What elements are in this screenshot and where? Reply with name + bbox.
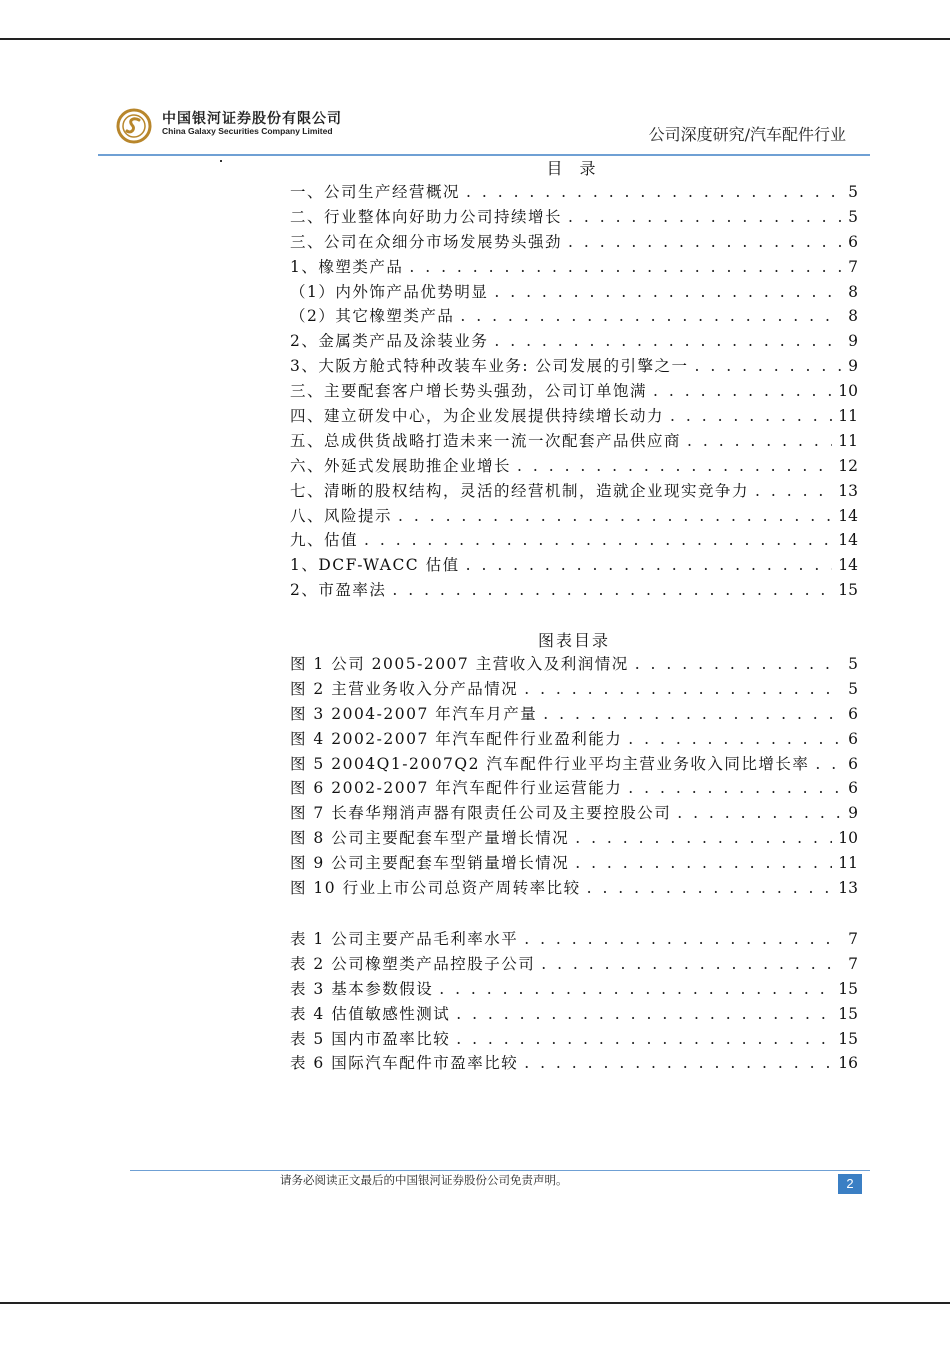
toc-item-page: 6 bbox=[848, 232, 858, 251]
header-dot bbox=[220, 160, 222, 162]
figure-item-text: 图 4 2002-2007 年汽车配件行业盈利能力 bbox=[290, 729, 623, 748]
table-item[interactable] bbox=[290, 952, 858, 977]
toc-item-page: 11 bbox=[838, 407, 858, 426]
page-number-badge: 2 bbox=[838, 1174, 862, 1194]
table-item-text: 表 5 国内市盈率比较 bbox=[290, 1029, 451, 1048]
figure-item[interactable] bbox=[290, 801, 858, 826]
figure-item-page: 5 bbox=[848, 679, 858, 698]
figure-item-text: 图 1 公司 2005-2007 主营收入及利润情况 bbox=[290, 655, 629, 673]
toc-item-text: （2）其它橡塑类产品 bbox=[290, 307, 455, 326]
footer-disclaimer: 请务必阅读正文最后的中国银河证券股份公司免责声明。 bbox=[280, 1173, 568, 1187]
report-type: 公司深度研究/汽车配件行业 bbox=[648, 125, 846, 144]
figure-item[interactable] bbox=[290, 876, 858, 901]
table-item-page: 16 bbox=[838, 1054, 858, 1073]
toc-item-page: 12 bbox=[838, 456, 858, 475]
figure-item[interactable] bbox=[290, 727, 858, 752]
table-item-page: 15 bbox=[838, 979, 858, 998]
toc-item-page: 5 bbox=[848, 183, 858, 201]
leader-dots bbox=[687, 429, 832, 454]
leader-dots bbox=[695, 354, 843, 379]
figure-item-page: 5 bbox=[848, 655, 858, 673]
tables-list bbox=[290, 927, 858, 1076]
table-item-page: 15 bbox=[838, 1029, 858, 1048]
leader-dots bbox=[392, 578, 832, 603]
toc-item[interactable] bbox=[290, 180, 858, 205]
figure-item-text: 图 8 公司主要配套车型产量增长情况 bbox=[290, 829, 570, 848]
toc-item-text: 三、公司在众细分市场发展势头强劲 bbox=[290, 232, 563, 251]
figure-item-text: 图 3 2004-2007 年汽车月产量 bbox=[290, 704, 538, 723]
figure-item-page: 9 bbox=[848, 804, 858, 823]
toc-list bbox=[290, 180, 858, 603]
toc-item[interactable] bbox=[290, 304, 858, 329]
toc-item[interactable] bbox=[290, 255, 858, 280]
leader-dots bbox=[815, 752, 842, 777]
toc-item[interactable] bbox=[290, 280, 858, 305]
leader-dots bbox=[677, 801, 842, 826]
bottom-border-rule bbox=[0, 1302, 950, 1304]
toc-item[interactable] bbox=[290, 578, 858, 603]
leader-dots bbox=[460, 304, 842, 329]
toc-item[interactable] bbox=[290, 205, 858, 230]
toc-item-text: 五、总成供货战略打造未来一流一次配套产品供应商 bbox=[290, 431, 682, 450]
leader-dots bbox=[575, 826, 832, 851]
table-item[interactable] bbox=[290, 1051, 858, 1076]
figure-item[interactable] bbox=[290, 776, 858, 801]
toc-item-text: 七、清晰的股权结构，灵活的经营机制，造就企业现实竞争力 bbox=[290, 481, 750, 500]
toc-item-text: （1）内外饰产品优势明显 bbox=[290, 282, 489, 301]
table-item-text: 表 2 公司橡塑类产品控股子公司 bbox=[290, 954, 536, 973]
toc-item[interactable] bbox=[290, 354, 858, 379]
table-item[interactable] bbox=[290, 1002, 858, 1027]
figures-list bbox=[290, 652, 858, 901]
toc-item-text: 一、公司生产经营概况 bbox=[290, 183, 461, 201]
toc-item-page: 9 bbox=[848, 332, 858, 351]
leader-dots bbox=[628, 776, 842, 801]
leader-dots bbox=[466, 553, 833, 578]
figure-item[interactable] bbox=[290, 752, 858, 777]
leader-dots bbox=[628, 727, 842, 752]
leader-dots bbox=[543, 702, 842, 727]
leader-dots bbox=[439, 977, 832, 1002]
figure-item-text: 图 2 主营业务收入分产品情况 bbox=[290, 679, 519, 698]
figure-item-page: 6 bbox=[848, 704, 858, 723]
leader-dots bbox=[494, 280, 842, 305]
toc-item-text: 六、外延式发展助推企业增长 bbox=[290, 456, 512, 475]
table-item-page: 7 bbox=[848, 954, 858, 973]
figure-item-page: 6 bbox=[848, 779, 858, 798]
leader-dots bbox=[568, 205, 842, 230]
company-name-cn: 中国银河证券股份有限公司 bbox=[162, 110, 342, 126]
leader-dots bbox=[517, 454, 832, 479]
toc-item[interactable] bbox=[290, 230, 858, 255]
figure-item[interactable] bbox=[290, 826, 858, 851]
toc-item-page: 9 bbox=[848, 357, 858, 376]
toc-item-page: 5 bbox=[848, 207, 858, 226]
toc-item-page: 14 bbox=[838, 531, 858, 550]
figure-item-text: 图 5 2004Q1-2007Q2 汽车配件行业平均主营业务收入同比增长率 bbox=[290, 754, 810, 773]
toc-item-page: 13 bbox=[838, 481, 858, 500]
footer-rule bbox=[130, 1170, 870, 1171]
leader-dots bbox=[755, 479, 832, 504]
figure-item[interactable] bbox=[290, 851, 858, 876]
figure-item-page: 6 bbox=[848, 754, 858, 773]
leader-dots bbox=[456, 1027, 832, 1052]
leader-dots bbox=[524, 927, 842, 952]
toc-item-page: 10 bbox=[838, 382, 858, 401]
table-item-text: 表 4 估值敏感性测试 bbox=[290, 1004, 451, 1023]
toc-item-text: 二、行业整体向好助力公司持续增长 bbox=[290, 207, 563, 226]
toc-item[interactable] bbox=[290, 454, 858, 479]
leader-dots bbox=[568, 230, 842, 255]
toc-item[interactable] bbox=[290, 404, 858, 429]
toc-item[interactable] bbox=[290, 528, 858, 553]
toc-item[interactable] bbox=[290, 504, 858, 529]
toc-item-page: 7 bbox=[848, 257, 858, 276]
leader-dots bbox=[587, 876, 833, 901]
leader-dots bbox=[494, 329, 842, 354]
top-border-rule bbox=[0, 38, 950, 40]
leader-dots bbox=[653, 379, 832, 404]
leader-dots bbox=[670, 404, 832, 429]
toc-item-page: 8 bbox=[848, 282, 858, 301]
figure-item-page: 10 bbox=[838, 829, 858, 848]
leader-dots bbox=[466, 180, 842, 205]
figure-item-text: 图 7 长春华翔消声器有限责任公司及主要控股公司 bbox=[290, 804, 672, 823]
table-item[interactable] bbox=[290, 977, 858, 1002]
toc-item[interactable] bbox=[290, 553, 858, 578]
galaxy-logo-icon bbox=[116, 108, 152, 144]
table-item-page: 15 bbox=[838, 1004, 858, 1023]
page-header bbox=[98, 100, 870, 156]
leader-dots bbox=[635, 652, 842, 677]
leader-dots bbox=[524, 677, 842, 702]
toc-item-page: 11 bbox=[838, 431, 858, 450]
toc-item-text: 1、橡塑类产品 bbox=[290, 257, 404, 276]
toc-item[interactable] bbox=[290, 329, 858, 354]
table-item-page: 7 bbox=[848, 930, 858, 948]
figure-item[interactable] bbox=[290, 677, 858, 702]
toc-item-page: 14 bbox=[838, 556, 858, 575]
figure-item-text: 图 6 2002-2007 年汽车配件行业运营能力 bbox=[290, 779, 623, 798]
toc-item-text: 八、风险提示 bbox=[290, 506, 393, 525]
table-item-text: 表 1 公司主要产品毛利率水平 bbox=[290, 930, 519, 948]
toc-item-text: 3、大阪方舱式特种改装车业务: 公司发展的引擎之一 bbox=[290, 357, 689, 376]
figure-item-page: 6 bbox=[848, 729, 858, 748]
company-name-en: China Galaxy Securities Company Limited bbox=[162, 126, 333, 136]
table-item[interactable] bbox=[290, 1027, 858, 1052]
toc-item-page: 15 bbox=[838, 581, 858, 600]
toc-item[interactable] bbox=[290, 479, 858, 504]
figure-item-text: 图 10 行业上市公司总资产周转率比较 bbox=[290, 879, 581, 898]
toc-item-text: 1、DCF-WACC 估值 bbox=[290, 556, 460, 575]
toc-item[interactable] bbox=[290, 379, 858, 404]
leader-dots bbox=[575, 851, 832, 876]
figure-item-page: 13 bbox=[838, 879, 858, 898]
leader-dots bbox=[398, 504, 832, 529]
toc-item-text: 三、主要配套客户增长势头强劲，公司订单饱满 bbox=[290, 382, 648, 401]
figures-title: 图表目录 bbox=[537, 631, 610, 650]
leader-dots bbox=[409, 255, 842, 280]
toc-item-text: 2、金属类产品及涂装业务 bbox=[290, 332, 489, 351]
leader-dots bbox=[456, 1002, 832, 1027]
leader-dots bbox=[524, 1051, 832, 1076]
figure-item-text: 图 9 公司主要配套车型销量增长情况 bbox=[290, 854, 570, 873]
figure-item[interactable] bbox=[290, 652, 858, 677]
toc-item-text: 四、建立研发中心，为企业发展提供持续增长动力 bbox=[290, 407, 665, 426]
toc-item-text: 九、估值 bbox=[290, 531, 359, 550]
table-item-text: 表 3 基本参数假设 bbox=[290, 979, 434, 998]
figure-item[interactable] bbox=[290, 702, 858, 727]
toc-title: 目 录 bbox=[546, 159, 602, 178]
toc-item-text: 2、市盈率法 bbox=[290, 581, 387, 600]
table-item-text: 表 6 国际汽车配件市盈率比较 bbox=[290, 1054, 519, 1073]
toc-item-page: 14 bbox=[838, 506, 858, 525]
toc-item[interactable] bbox=[290, 429, 858, 454]
toc-item-page: 8 bbox=[848, 307, 858, 326]
leader-dots bbox=[364, 528, 832, 553]
leader-dots bbox=[541, 952, 842, 977]
table-item[interactable] bbox=[290, 927, 858, 952]
figure-item-page: 11 bbox=[838, 854, 858, 873]
